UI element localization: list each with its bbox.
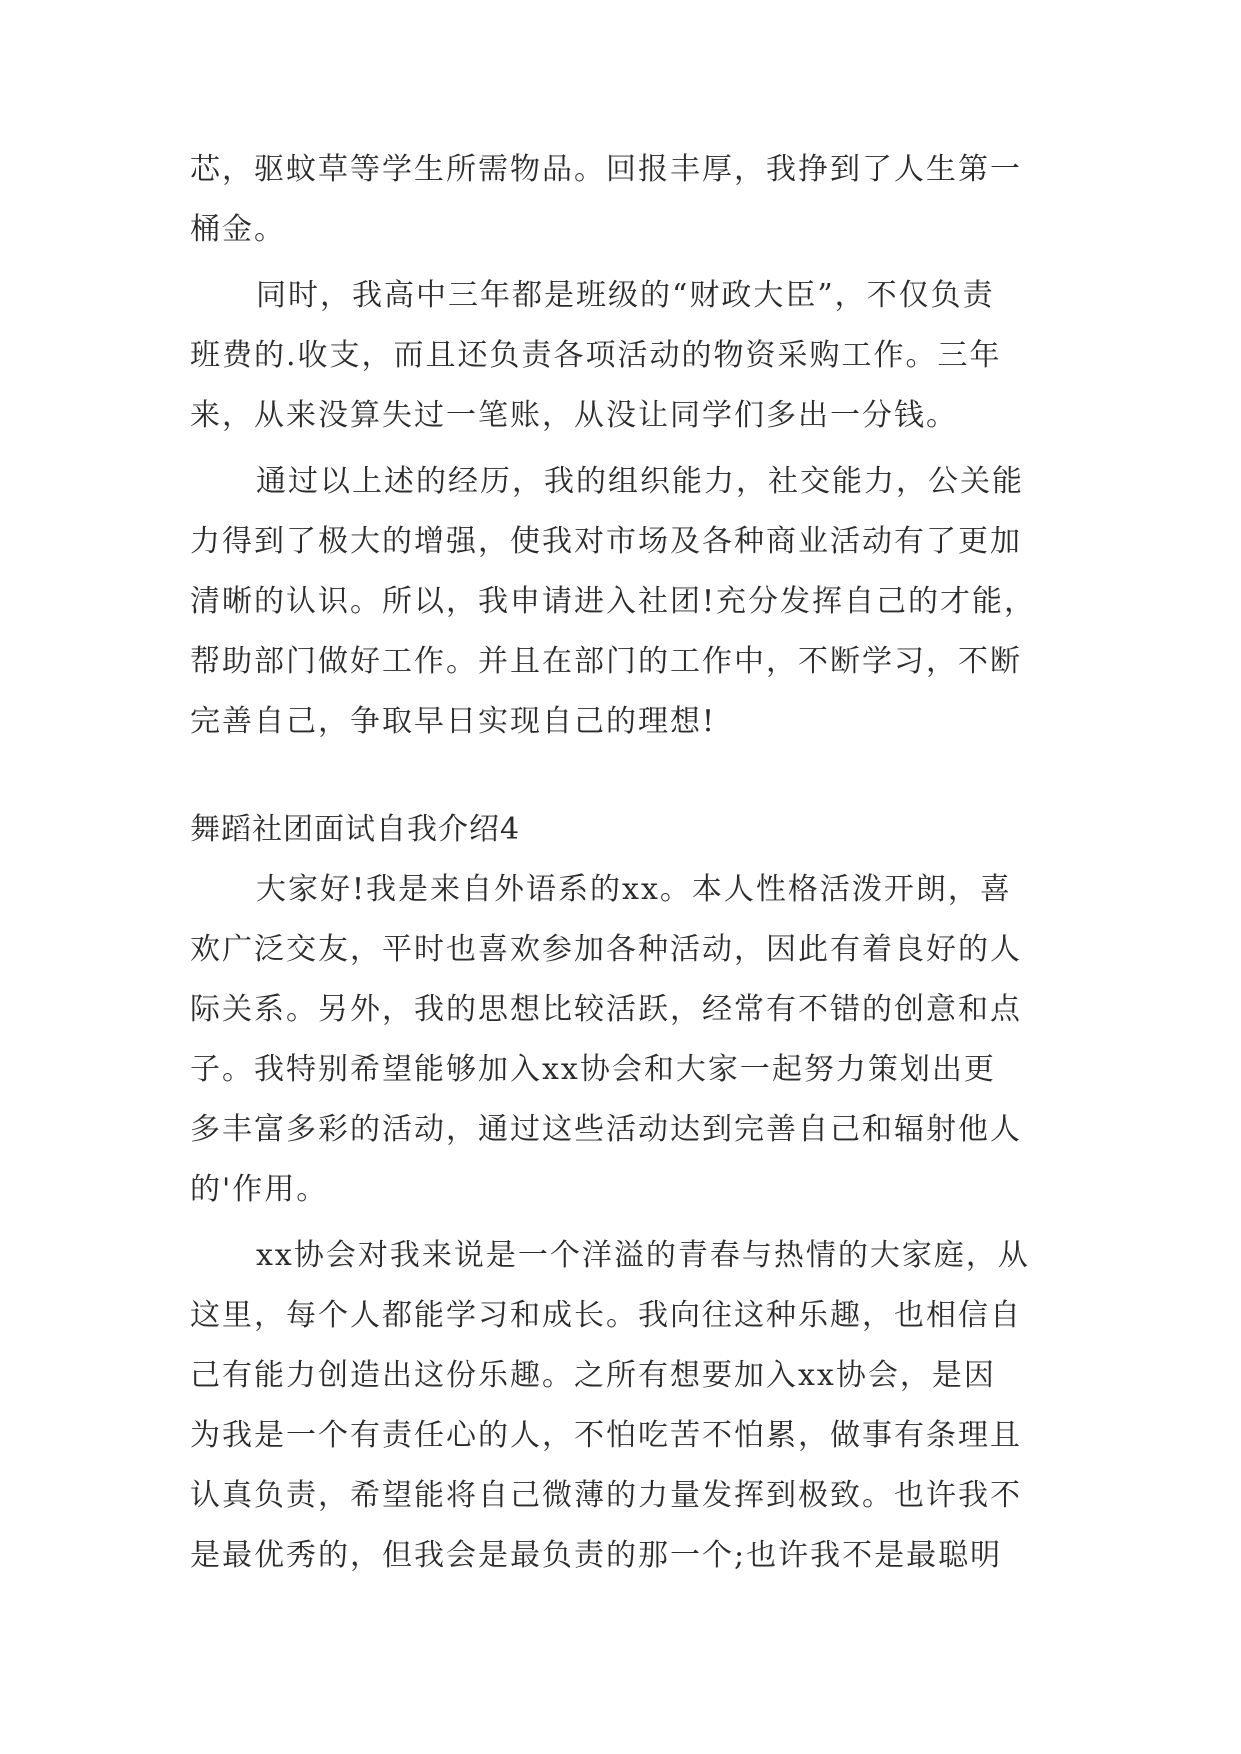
paragraph-1 <box>190 140 1050 260</box>
text-line: 这里，每个人都能学习和成长。我向往这种乐趣，也相信自 <box>190 1298 1022 1333</box>
text-line: 来，从来没算失过一笔账，从没让同学们多出一分钱。 <box>190 398 958 433</box>
paragraph-3 <box>190 452 1050 752</box>
paragraph-5 <box>190 1226 1050 1586</box>
text-line: 己有能力创造出这份乐趣。之所有想要加入xx协会，是因 <box>190 1358 996 1393</box>
text-line: 帮助部门做好工作。并且在部门的工作中，不断学习，不断 <box>190 644 1022 679</box>
text-line: 大家好!我是来自外语系的xx。本人性格活泼开朗，喜 <box>256 872 1012 907</box>
text-line: 完善自己，争取早日实现自己的理想! <box>190 704 717 739</box>
paragraph-2 <box>190 266 1050 446</box>
text-line: 同时，我高中三年都是班级的“财政大臣”，不仅负责 <box>256 278 995 313</box>
text-line: 是最优秀的，但我会是最负责的那一个;也许我不是最聪明 <box>190 1538 1003 1573</box>
text-line: 子。我特别希望能够加入xx协会和大家一起努力策划出更 <box>190 1052 996 1087</box>
text-line: 班费的.收支，而且还负责各项活动的物资采购工作。三年 <box>190 338 1002 373</box>
text-line: 为我是一个有责任心的人，不怕吃苦不怕累，做事有条理且 <box>190 1418 1022 1453</box>
text-line: 的'作用。 <box>190 1172 329 1207</box>
text-line: 芯，驱蚊草等学生所需物品。回报丰厚，我挣到了人生第一 <box>190 152 1022 187</box>
text-line: xx协会对我来说是一个洋溢的青春与热情的大家庭，从 <box>256 1238 1030 1273</box>
text-line: 际关系。另外，我的思想比较活跃，经常有不错的创意和点 <box>190 992 1022 1027</box>
text-line: 多丰富多彩的活动，通过这些活动达到完善自己和辐射他人 <box>190 1112 1022 1147</box>
paragraph-4 <box>190 860 1050 1220</box>
section-heading: 舞蹈社团面试自我介绍4 <box>190 812 521 847</box>
text-line: 认真负责，希望能将自己微薄的力量发挥到极致。也许我不 <box>190 1478 1022 1513</box>
text-line: 力得到了极大的增强，使我对市场及各种商业活动有了更加 <box>190 524 1022 559</box>
text-line: 通过以上述的经历，我的组织能力，社交能力，公关能 <box>256 464 1024 499</box>
text-line: 桶金。 <box>190 212 286 247</box>
text-line: 欢广泛交友，平时也喜欢参加各种活动，因此有着良好的人 <box>190 932 1022 967</box>
document-body <box>190 140 1050 1586</box>
text-line: 清晰的认识。所以，我申请进入社团!充分发挥自己的才能， <box>190 584 1037 619</box>
